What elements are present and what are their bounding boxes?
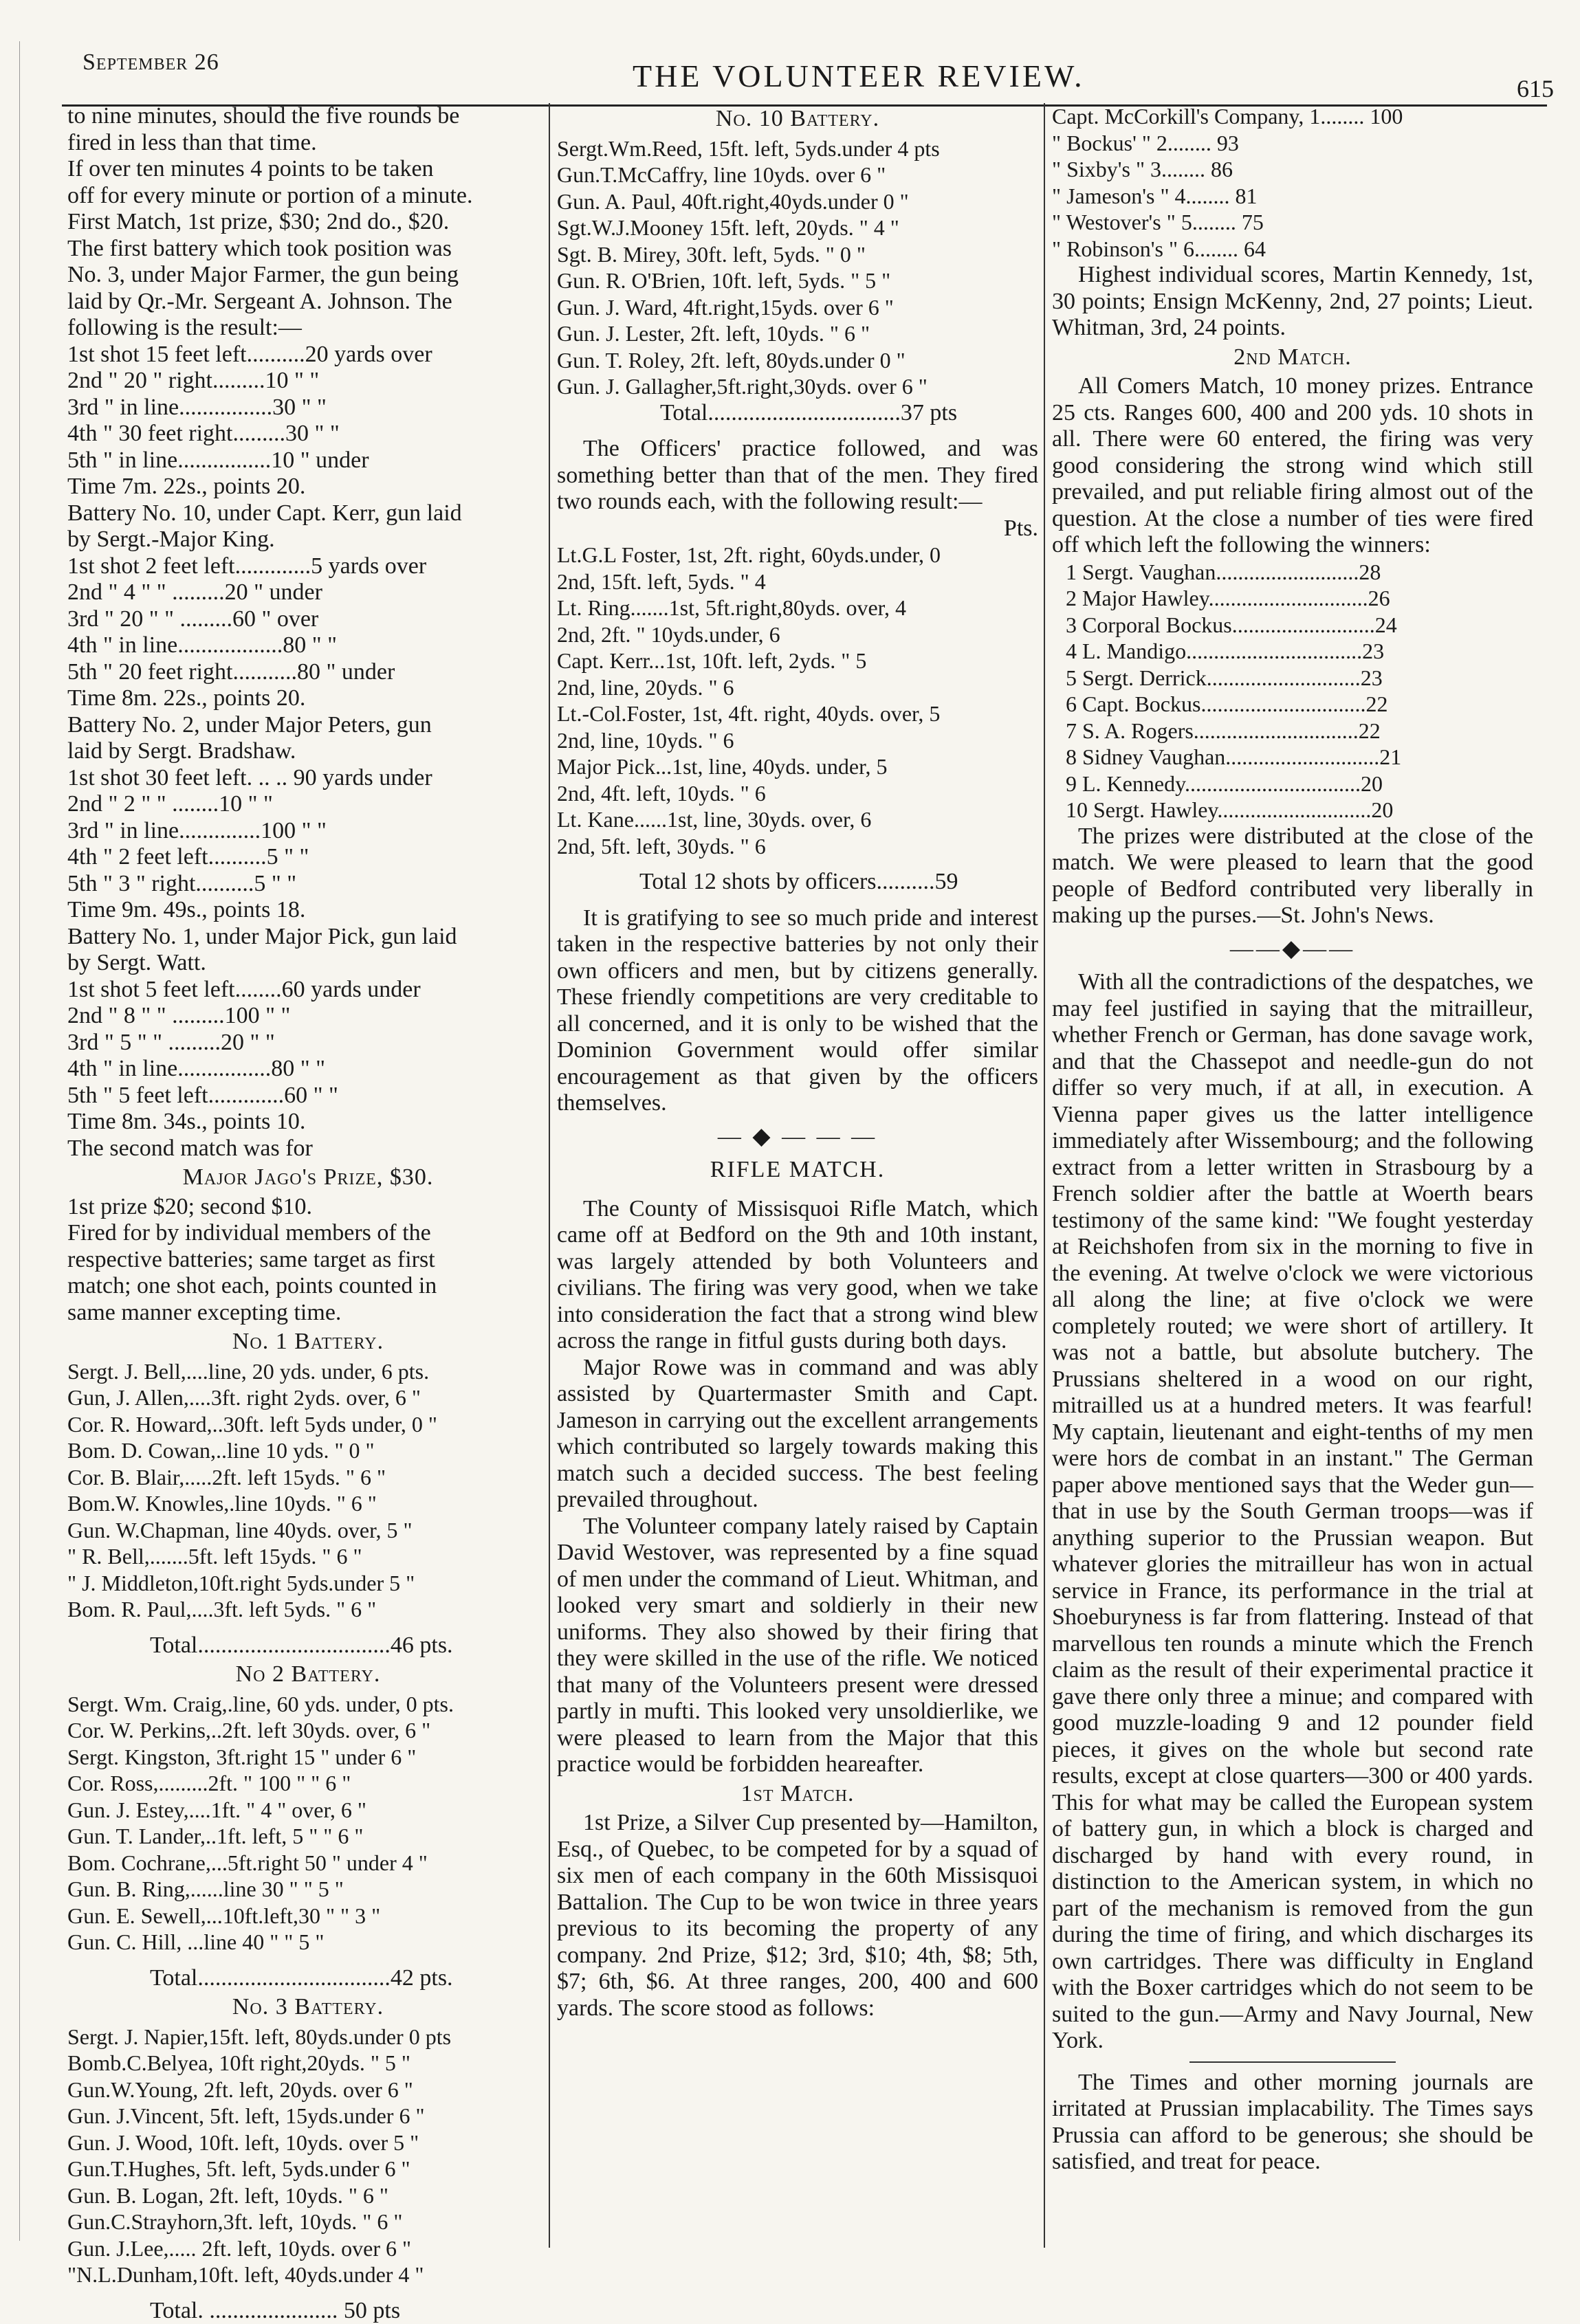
adjacent-page-edge	[0, 41, 20, 2241]
battery-10-total: Total.................................37 pts	[557, 400, 1038, 427]
table-row: Gun. W.Chapman, line 40yds. over, 5 "	[67, 1517, 549, 1544]
text-line: 3rd " 5 " " .........20 " "	[67, 1030, 549, 1056]
paragraph: The Volunteer company lately raised by Captain David Westover, was represented by a fine squad of men under the command of Lieut. Whitman, and looked very smart and soldierly in their new uniforms. They also showed by their firing that they were skilled in the use of the rifle. We noticed that many of the Volunteers present were dressed partly in mufti. This looked very unsoldierlike, we were pleased to learn from the Major that this practice would be forbidden heareafter.	[557, 1514, 1038, 1778]
table-row: Gun.C.Strayhorn,3ft. left, 10yds. " 6 "	[67, 2209, 549, 2235]
table-row: " Sixby's " 3........ 86	[1052, 156, 1533, 183]
text-line: No. 3, under Major Farmer, the gun being	[67, 262, 549, 289]
company-scores	[1052, 103, 1533, 262]
table-row: Sgt. B. Mirey, 30ft. left, 5yds. " 0 "	[557, 241, 1038, 268]
text-line: same manner excepting time.	[67, 1300, 549, 1327]
battery-3-table	[67, 2024, 549, 2288]
text-line: Time 7m. 22s., points 20.	[67, 474, 549, 500]
paragraph: The Times and other morning journals are irritated at Prussian implacability. The Times says Prussia can afford to be generous; she should be satisfied, and treat for peace.	[1052, 2070, 1533, 2176]
table-row: Sergt.Wm.Reed, 15ft. left, 5yds.under 4 pts	[557, 135, 1038, 162]
list-item: 9 L. Kennedy................................20	[1066, 771, 1533, 797]
text-line: 4th " in line................80 " "	[67, 1056, 549, 1083]
table-row: " Bockus' " 2........ 93	[1052, 130, 1533, 157]
table-row: " Robinson's " 6........ 64	[1052, 236, 1533, 263]
list-item: 3 Corporal Bockus..........................24	[1066, 612, 1533, 639]
text-line: Time 8m. 34s., points 10.	[67, 1109, 549, 1136]
winners-list	[1052, 559, 1533, 823]
paragraph: All Comers Match, 10 money prizes. Entrance 25 cts. Ranges 600, 400 and 200 yds. 10 shots in all. There were 60 entered, the firing was very good considering the strong wind which still prevailed, and put reliable firing almost out of the question. At the close a number of ties were fired off which left the following the winners:	[1052, 373, 1533, 559]
battery-10-title: No. 10 Battery.	[557, 106, 1038, 133]
text-line: 1st shot 5 feet left........60 yards under	[67, 977, 549, 1004]
paragraph: Major Rowe was in command and was ably assisted by Quartermaster Smith and Capt. Jameson in carrying out the excellent arrangements which contributed so largely towards making this match such a decided success. The best feeling prevailed throughout.	[557, 1355, 1038, 1514]
table-row: Cor. B. Blair,.....2ft. left 15yds. " 6 "	[67, 1464, 549, 1491]
text-line: Fired for by individual members of the	[67, 1220, 549, 1247]
table-row: "N.L.Dunham,10ft. left, 40yds.under 4 "	[67, 2261, 549, 2288]
table-row: Gun. C. Hill, ...line 40 " " 5 "	[67, 1929, 549, 1956]
list-item: 6 Capt. Bockus..............................22	[1066, 691, 1533, 718]
page-number: 615	[1517, 74, 1554, 103]
table-row: Gun. J. Wood, 10ft. left, 10yds. over 5 "	[67, 2129, 549, 2156]
officers-intro: The Officers' practice followed, and was something better than that of the men. They fired two rounds each, with the following result:—	[557, 436, 1038, 516]
text-line: 3rd " 20 " " .........60 " over	[67, 606, 549, 633]
text-line: match; one shot each, points counted in	[67, 1273, 549, 1300]
table-row: Capt. Kerr...1st, 10ft. left, 2yds. " 5	[557, 648, 1038, 674]
text-line: Battery No. 2, under Major Peters, gun	[67, 712, 549, 739]
list-item: 4 L. Mandigo................................23	[1066, 638, 1533, 665]
text-line: 1st shot 15 feet left..........20 yards over	[67, 342, 549, 368]
text-line: Battery No. 1, under Major Pick, gun laid	[67, 924, 549, 951]
table-row: Gun. J.Vincent, 5ft. left, 15yds.under 6 "	[67, 2103, 549, 2129]
text-line: The first battery which took position was	[67, 236, 549, 263]
officers-total: Total 12 shots by officers..........59	[557, 869, 1038, 896]
paragraph: 1st Prize, a Silver Cup presented by—Hamilton, Esq., of Quebec, to be competed for by a squad of six men of each company in the 60th Missisquoi Battalion. The Cup to be won twice in three years previous to its becoming the property of any company. 2nd Prize, $12; 3rd, $10; 4th, $8; 5th, $7; 6th, $6. At three ranges, 200, 400 and 600 yards. The score stood as follows:	[557, 1810, 1038, 2022]
officers-points-heading: Pts.	[557, 516, 1038, 542]
text-line: to nine minutes, should the five rounds be	[67, 103, 549, 130]
table-row: Cor. W. Perkins,..2ft. left 30yds. over, 6 "	[67, 1717, 549, 1744]
table-row: Gun. J. Gallagher,5ft.right,30yds. over 6 "	[557, 373, 1038, 400]
table-row: Gun. J. Lester, 2ft. left, 10yds. " 6 "	[557, 320, 1038, 347]
header-title: THE VOLUNTEER REVIEW.	[633, 58, 1085, 94]
table-row: Gun.T.Hughes, 5ft. left, 5yds.under 6 "	[67, 2156, 549, 2182]
table-row: Sergt. J. Bell,....line, 20 yds. under, 6 pts.	[67, 1358, 549, 1385]
battery-1-table	[67, 1358, 549, 1623]
text-line: 1st prize $20; second $10.	[67, 1194, 549, 1221]
battery-10-table	[557, 135, 1038, 400]
table-row: Gun.W.Young, 2ft. left, 20yds. over 6 "	[67, 2077, 549, 2103]
text-line: 3rd " in line................30 " "	[67, 395, 549, 421]
column-divider	[549, 103, 550, 2248]
text-line: by Sergt. Watt.	[67, 950, 549, 977]
list-item: 8 Sidney Vaughan............................21	[1066, 744, 1533, 771]
text-line: Time 9m. 49s., points 18.	[67, 897, 549, 924]
table-row: Sgt.W.J.Mooney 15ft. left, 20yds. " 4 "	[557, 214, 1038, 241]
text-line: respective batteries; same target as first	[67, 1247, 549, 1274]
table-row: Sergt. J. Napier,15ft. left, 80yds.under 0 pts	[67, 2024, 549, 2050]
list-item: 10 Sergt. Hawley............................20	[1066, 797, 1533, 823]
section-separator: ——◆——	[1052, 936, 1533, 963]
text-line: 4th " 2 feet left..........5 " "	[67, 844, 549, 871]
table-row: 2nd, 5ft. left, 30yds. " 6	[557, 833, 1038, 860]
battery-2-total: Total.................................42 pts.	[67, 1965, 549, 1992]
text-line: 5th " 3 " right..........5 " "	[67, 871, 549, 898]
table-row: Lt. Kane......1st, line, 30yds. over, 6	[557, 806, 1038, 833]
paragraph: With all the contradictions of the despatches, we may feel justified in saying that the mitrailleur, whether French or German, has done savage work, and that the Chassepot and needle-gun do not differ so very much, if at all, in execution. A Vienna paper gives us the latter intelligence immediately after Wissembourg; and the following extract from a letter written in Strasbourg by a French soldier after the battle at Woerth bears testimony of the same kind: "We fought yesterday at Reichshofen from six in the morning to five in the evening. At twelve o'clock we were victorious all along the line; at five o'clock we were completely routed; we were short of artillery. It was not a battle, but absolute butchery. The Prussians sheltered in a wood on our right, mitrailled us at a hundred meters. It was fearful! My captain, lieutenant and eight-tenths of my men were hors de combat in an instant." The German paper above mentioned says that the Weder gun—that in use by the South German troops—was if anything superior to the Prussian weapon. But whatever glories the mitrailleur has won in actual service in France, its performance in the trial at Shoeburyness is far from flattering. Instead of that marvellous ten rounds a minute which the French claim as the result of their experimental practice it gave there only three a minue; and compared with good muzzle-loading 9 and 12 pounder field pieces, it gives on the whole but second rate results, except at close quarters—300 or 400 yards. This for what may be called the European system of battery gun, in which a block is charged and discharged by hand with every round, in distinction to the American system, in which no part of the mechanism is removed from the gun during the time of firing, and which discharges its own cartridges. There was difficulty in England with the Boxer cartridges which do not seem to be suited to the gun.—Army and Navy Journal, New York.	[1052, 969, 1533, 2055]
text-line: fired in less than that time.	[67, 130, 549, 157]
list-item: 1 Sergt. Vaughan..........................28	[1066, 559, 1533, 586]
column-divider	[1044, 103, 1045, 2248]
paragraph: It is gratifying to see so much pride and interest taken in the respective batteries by not only their own officers and men, but by citizens generally. These friendly competitions are very creditable to all concerned, and it is only to be wished that the Dominion Government would offer similar encouragement as that given by the officers themselves.	[557, 905, 1038, 1117]
rifle-match-heading: RIFLE MATCH.	[557, 1157, 1038, 1184]
table-row: Bom.W. Knowles,.line 10yds. " 6 "	[67, 1490, 549, 1517]
table-row: " Westover's " 5........ 75	[1052, 209, 1533, 236]
list-item: 2 Major Hawley.............................26	[1066, 585, 1533, 612]
table-row: Sergt. Wm. Craig,.line, 60 yds. under, 0 pts.	[67, 1691, 549, 1718]
table-row: Gun. J.Lee,..... 2ft. left, 10yds. over 6 "	[67, 2235, 549, 2262]
text-line: 4th " in line..................80 " "	[67, 632, 549, 659]
table-row: 2nd, line, 20yds. " 6	[557, 674, 1038, 701]
table-row: Gun, J. Allen,....3ft. right 2yds. over, 6 "	[67, 1384, 549, 1411]
table-row: Gun. E. Sewell,...10ft.left,30 " " 3 "	[67, 1903, 549, 1929]
text-line: Time 8m. 22s., points 20.	[67, 685, 549, 712]
table-row: Lt.-Col.Foster, 1st, 4ft. right, 40yds. over, 5	[557, 700, 1038, 727]
page-header	[41, 44, 1554, 106]
text-line: following is the result:—	[67, 315, 549, 342]
text-line: 2nd " 2 " " ........10 " "	[67, 791, 549, 818]
text-line: Battery No. 10, under Capt. Kerr, gun laid	[67, 500, 549, 527]
section-separator: — ◆ — — —	[557, 1124, 1038, 1151]
battery-3-total: Total. ...................... 50 pts	[67, 2298, 549, 2324]
table-row: 2nd, 2ft. " 10yds.under, 6	[557, 621, 1038, 648]
table-row: " R. Bell,.......5ft. left 15yds. " 6 "	[67, 1543, 549, 1570]
table-row: Gun. B. Ring,......line 30 " " 5 "	[67, 1876, 549, 1903]
table-row: 2nd, 4ft. left, 10yds. " 6	[557, 780, 1038, 807]
table-row: Capt. McCorkill's Company, 1........ 100	[1052, 103, 1533, 130]
text-line: off for every minute or portion of a minute.	[67, 183, 549, 210]
paragraph: The County of Missisquoi Rifle Match, which came off at Bedford on the 9th and 10th instant, was largely attended by both Volunteers and civilians. The firing was very good, when we take into consideration the fact that a strong wind blew across the range in fitful gusts during both days.	[557, 1196, 1038, 1355]
table-row: Gun. J. Estey,....1ft. " 4 " over, 6 "	[67, 1797, 549, 1824]
list-item: 5 Sergt. Derrick............................23	[1066, 665, 1533, 691]
table-row: Gun. J. Ward, 4ft.right,15yds. over 6 "	[557, 294, 1038, 321]
column-2	[557, 103, 1038, 2022]
table-row: " J. Middleton,10ft.right 5yds.under 5 "	[67, 1570, 549, 1597]
table-row: Cor. Ross,.........2ft. " 100 " " 6 "	[67, 1770, 549, 1797]
text-line: If over ten minutes 4 points to be taken	[67, 156, 549, 183]
battery-1-total: Total.................................46 pts.	[67, 1633, 549, 1659]
table-row: Cor. R. Howard,..30ft. left 5yds under, 0 "	[67, 1411, 549, 1438]
officers-table	[557, 542, 1038, 859]
table-row: " Jameson's " 4........ 81	[1052, 183, 1533, 210]
table-row: Bomb.C.Belyea, 10ft right,20yds. " 5 "	[67, 2050, 549, 2077]
text-line: 4th " 30 feet right.........30 " "	[67, 421, 549, 447]
text-line: 2nd " 4 " " .........20 " under	[67, 579, 549, 606]
table-row: Bom. R. Paul,....3ft. left 5yds. " 6 "	[67, 1596, 549, 1623]
column-1	[67, 103, 549, 2324]
second-match-heading: 2nd Match.	[1052, 344, 1533, 371]
table-row: Gun.T.McCaffry, line 10yds. over 6 "	[557, 162, 1038, 188]
text-line: 5th " 20 feet right...........80 " under	[67, 659, 549, 686]
text-line: The second match was for	[67, 1136, 549, 1162]
table-row: Major Pick...1st, line, 40yds. under, 5	[557, 753, 1038, 780]
list-item: 7 S. A. Rogers..............................22	[1066, 718, 1533, 744]
battery-2-table	[67, 1691, 549, 1956]
text-line: 2nd " 20 " right.........10 " "	[67, 368, 549, 395]
text-line: 2nd " 8 " " .........100 " "	[67, 1003, 549, 1030]
column-3	[1052, 103, 1533, 2176]
text-line: 1st shot 2 feet left.............5 yards over	[67, 553, 549, 580]
table-row: 2nd, 15ft. left, 5yds. " 4	[557, 568, 1038, 595]
prize-description	[67, 1194, 549, 1327]
table-row: Bom. D. Cowan,..line 10 yds. " 0 "	[67, 1437, 549, 1464]
battery-2-title: No 2 Battery.	[67, 1661, 549, 1688]
text-line: 3rd " in line..............100 " "	[67, 818, 549, 845]
text-line: laid by Sergt. Bradshaw.	[67, 738, 549, 765]
table-row: Sergt. Kingston, 3ft.right 15 " under 6 "	[67, 1744, 549, 1771]
first-match-heading: 1st Match.	[557, 1781, 1038, 1808]
table-row: Gun. A. Paul, 40ft.right,40yds.under 0 "	[557, 188, 1038, 215]
header-date: September 26	[83, 49, 219, 76]
artillery-results	[67, 103, 549, 1162]
table-row: Gun. T. Roley, 2ft. left, 80yds.under 0 "	[557, 347, 1038, 374]
prize-heading: Major Jago's Prize, $30.	[67, 1164, 549, 1191]
battery-3-title: No. 3 Battery.	[67, 1994, 549, 2021]
table-row: Gun. R. O'Brien, 10ft. left, 5yds. " 5 "	[557, 267, 1038, 294]
text-line: by Sergt.-Major King.	[67, 527, 549, 553]
text-line: 5th " in line................10 " under	[67, 447, 549, 474]
paragraph: The prizes were distributed at the close of the match. We were pleased to learn that the good people of Bedford contributed very liberally in making up the purses.—St. John's News.	[1052, 823, 1533, 929]
text-line: 5th " 5 feet left.............60 " "	[67, 1083, 549, 1109]
table-row: Gun. B. Logan, 2ft. left, 10yds. " 6 "	[67, 2182, 549, 2209]
text-line: First Match, 1st prize, $30; 2nd do., $20.	[67, 209, 549, 236]
paragraph: Highest individual scores, Martin Kennedy, 1st, 30 points; Ensign McKenny, 2nd, 27 points; Lieut. Whitman, 3rd, 24 points.	[1052, 262, 1533, 342]
table-row: Lt. Ring.......1st, 5ft.right,80yds. over, 4	[557, 595, 1038, 621]
battery-1-title: No. 1 Battery.	[67, 1329, 549, 1355]
table-row: Gun. T. Lander,..1ft. left, 5 " " 6 "	[67, 1823, 549, 1850]
table-row: Bom. Cochrane,...5ft.right 50 " under 4 "	[67, 1850, 549, 1877]
text-line: 1st shot 30 feet left. .. .. 90 yards under	[67, 765, 549, 792]
text-line: laid by Qr.-Mr. Sergeant A. Johnson. The	[67, 289, 549, 316]
table-row: 2nd, line, 10yds. " 6	[557, 727, 1038, 754]
table-row: Lt.G.L Foster, 1st, 2ft. right, 60yds.under, 0	[557, 542, 1038, 568]
